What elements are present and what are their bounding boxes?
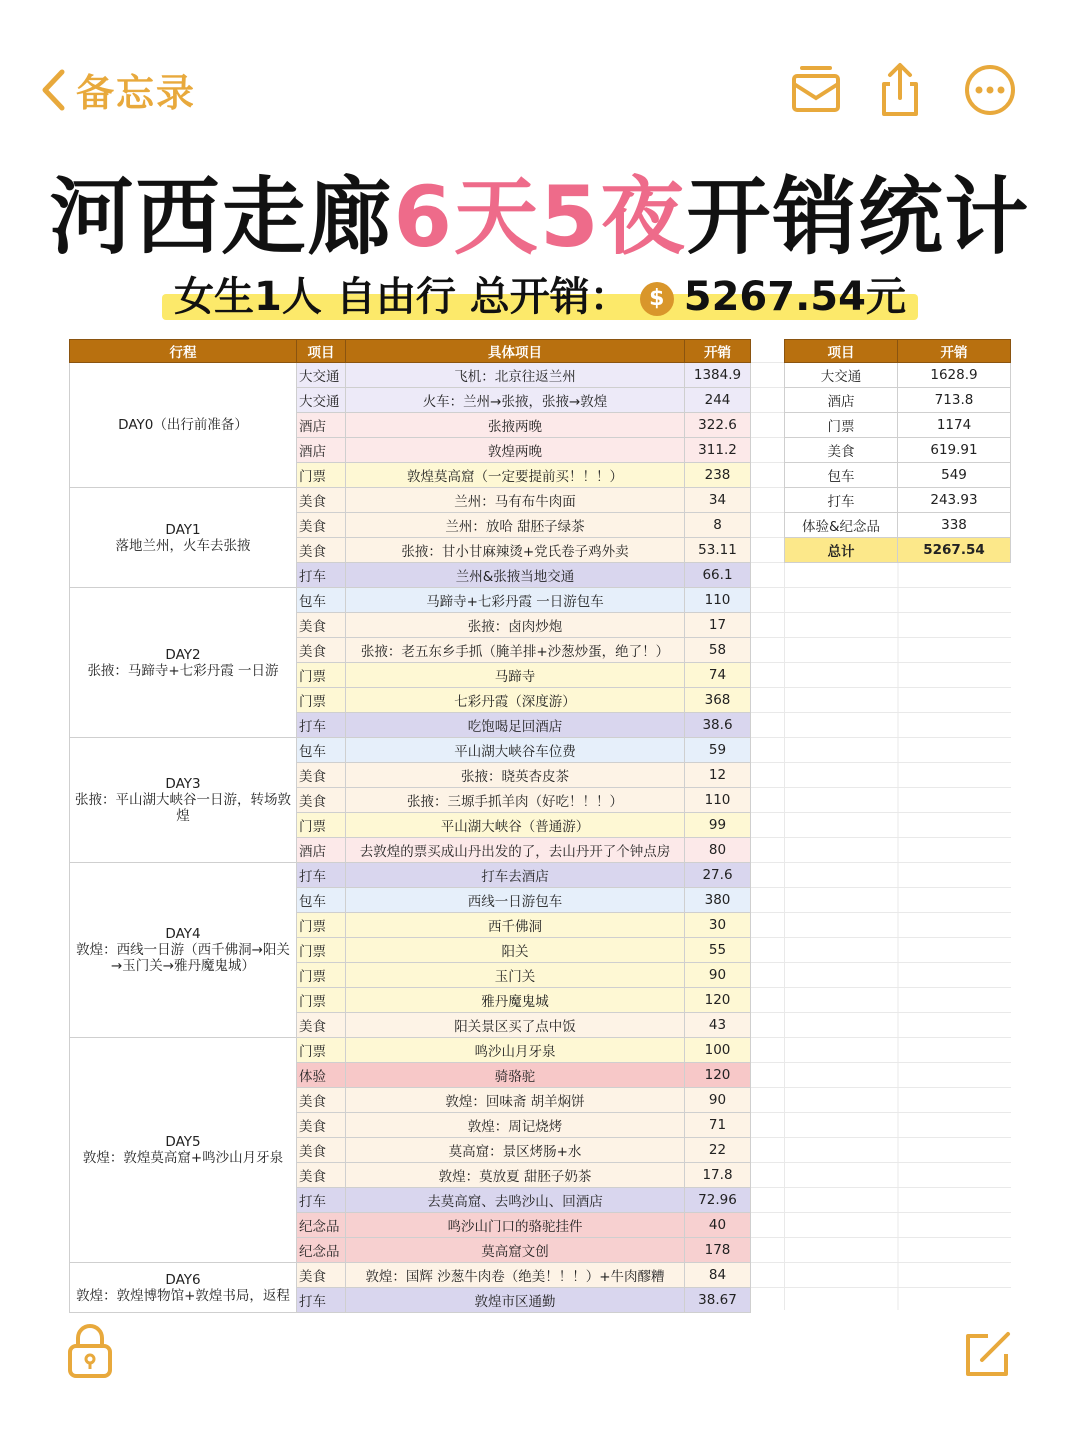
category-cell: 大交通 (297, 363, 346, 388)
back-label: 备忘录 (76, 71, 197, 115)
category-cell: 美食 (297, 1138, 346, 1163)
summary-category-cell: 大交通 (785, 363, 898, 388)
mail-icon[interactable] (788, 62, 844, 118)
cost-cell: 17 (685, 613, 751, 638)
item-cell: 马蹄寺 (346, 663, 685, 688)
item-cell: 骑骆驼 (346, 1063, 685, 1088)
page-title (0, 150, 1080, 271)
item-cell: 西线一日游包车 (346, 888, 685, 913)
subtitle-text: 女生1人 自由行 总开销： (174, 274, 630, 320)
item-cell: 火车：兰州→张掖，张掖→敦煌 (346, 388, 685, 413)
table-row (70, 488, 751, 513)
header-cost: 开销 (685, 340, 751, 363)
cost-cell: 368 (685, 688, 751, 713)
summary-category-cell: 酒店 (785, 388, 898, 413)
summary-cost-cell: 243.93 (898, 488, 1011, 513)
summary-row (785, 388, 1011, 413)
category-cell: 纪念品 (297, 1238, 346, 1263)
category-cell: 门票 (297, 688, 346, 713)
summary-cost-cell: 1628.9 (898, 363, 1011, 388)
item-cell: 张掖：三塬手抓羊肉（好吃！！！） (346, 788, 685, 813)
summary-row (785, 438, 1011, 463)
cost-cell: 178 (685, 1238, 751, 1263)
trip-line: DAY5 (165, 1134, 201, 1150)
summary-category-cell: 体验&纪念品 (785, 513, 898, 538)
item-cell: 敦煌：莫放夏 甜胚子奶茶 (346, 1163, 685, 1188)
cost-cell: 34 (685, 488, 751, 513)
item-cell: 敦煌市区通勤 (346, 1288, 685, 1313)
cost-cell: 53.11 (685, 538, 751, 563)
cost-cell: 55 (685, 938, 751, 963)
table-row (70, 588, 751, 613)
item-cell: 平山湖大峡谷车位费 (346, 738, 685, 763)
summary-cost-cell: 338 (898, 513, 1011, 538)
compose-icon[interactable] (962, 1330, 1012, 1380)
trip-line: 敦煌：敦煌莫高窟+鸣沙山月牙泉 (82, 1150, 284, 1166)
more-icon[interactable] (962, 62, 1018, 118)
category-cell: 门票 (297, 1038, 346, 1063)
item-cell: 去莫高窟、去鸣沙山、回酒店 (346, 1188, 685, 1213)
item-cell: 张掖：卤肉炒炮 (346, 613, 685, 638)
cost-cell: 43 (685, 1013, 751, 1038)
category-cell: 美食 (297, 1088, 346, 1113)
item-cell: 莫高窟文创 (346, 1238, 685, 1263)
category-cell: 打车 (297, 863, 346, 888)
summary-total-cost: 5267.54 (898, 538, 1011, 563)
cost-cell: 30 (685, 913, 751, 938)
cost-cell: 238 (685, 463, 751, 488)
category-cell: 美食 (297, 763, 346, 788)
cost-cell: 27.6 (685, 863, 751, 888)
cost-cell: 74 (685, 663, 751, 688)
item-cell: 马蹄寺+七彩丹霞 一日游包车 (346, 588, 685, 613)
expense-table-header (70, 340, 751, 363)
item-cell: 阳关景区买了点中饭 (346, 1013, 685, 1038)
header-category: 项目 (297, 340, 346, 363)
category-cell: 打车 (297, 713, 346, 738)
item-cell: 七彩丹霞（深度游） (346, 688, 685, 713)
item-cell: 兰州：放哈 甜胚子绿茶 (346, 513, 685, 538)
category-cell: 门票 (297, 813, 346, 838)
item-cell: 敦煌：周记烧烤 (346, 1113, 685, 1138)
summary-row (785, 488, 1011, 513)
category-cell: 美食 (297, 1013, 346, 1038)
header-item: 具体项目 (346, 340, 685, 363)
cost-cell: 80 (685, 838, 751, 863)
item-cell: 阳关 (346, 938, 685, 963)
summary-category-cell: 美食 (785, 438, 898, 463)
category-cell: 美食 (297, 538, 346, 563)
cost-cell: 38.67 (685, 1288, 751, 1313)
summary-category-cell: 包车 (785, 463, 898, 488)
summary-cost-cell: 549 (898, 463, 1011, 488)
summary-header-category: 项目 (785, 340, 898, 363)
cost-cell: 17.8 (685, 1163, 751, 1188)
table-row (70, 1038, 751, 1063)
cost-cell: 110 (685, 788, 751, 813)
category-cell: 美食 (297, 638, 346, 663)
sheet-gridlines-right (784, 562, 1011, 1310)
item-cell: 张掖两晚 (346, 413, 685, 438)
cost-cell: 100 (685, 1038, 751, 1063)
cost-cell: 90 (685, 1088, 751, 1113)
category-cell: 门票 (297, 913, 346, 938)
cost-cell: 12 (685, 763, 751, 788)
category-cell: 门票 (297, 938, 346, 963)
cost-cell: 120 (685, 988, 751, 1013)
cost-cell: 84 (685, 1263, 751, 1288)
category-cell: 美食 (297, 488, 346, 513)
summary-header-cost: 开销 (898, 340, 1011, 363)
category-cell: 包车 (297, 588, 346, 613)
item-cell: 兰州：马有布牛肉面 (346, 488, 685, 513)
expense-table (69, 339, 751, 1313)
item-cell: 飞机：北京往返兰州 (346, 363, 685, 388)
share-icon[interactable] (872, 62, 928, 118)
trip-cell (70, 363, 297, 488)
item-cell: 莫高窟：景区烤肠+水 (346, 1138, 685, 1163)
trip-line: 敦煌：敦煌博物馆+敦煌书局，返程 (76, 1287, 290, 1304)
item-cell: 平山湖大峡谷（普通游） (346, 813, 685, 838)
cost-cell: 380 (685, 888, 751, 913)
cost-cell: 72.96 (685, 1188, 751, 1213)
category-cell: 门票 (297, 988, 346, 1013)
item-cell: 张掖：甘小甘麻辣烫+党氏卷子鸡外卖 (346, 538, 685, 563)
summary-category-cell: 门票 (785, 413, 898, 438)
category-cell: 美食 (297, 788, 346, 813)
category-cell: 美食 (297, 613, 346, 638)
item-cell: 敦煌：国辉 沙葱牛肉卷（绝美！！！）+牛肉醪糟 (346, 1263, 685, 1288)
category-cell: 包车 (297, 888, 346, 913)
summary-total-label: 总计 (785, 538, 898, 563)
cost-cell: 22 (685, 1138, 751, 1163)
trip-cell (70, 488, 297, 588)
item-cell: 去敦煌的票买成山丹出发的了，去山丹开了个钟点房 (346, 838, 685, 863)
item-cell: 敦煌莫高窟（一定要提前买！！！） (346, 463, 685, 488)
item-cell: 张掖：晓英杏皮茶 (346, 763, 685, 788)
trip-cell (70, 588, 297, 738)
cost-cell: 244 (685, 388, 751, 413)
trip-line: 张掖：平山湖大峡谷一日游，转场敦煌 (75, 792, 291, 824)
trip-line: 张掖：马蹄寺+七彩丹霞 一日游 (87, 662, 279, 679)
item-cell: 张掖：老五东乡手抓（腌羊排+沙葱炒蛋，绝了！） (346, 638, 685, 663)
category-cell: 美食 (297, 1113, 346, 1138)
summary-row (785, 513, 1011, 538)
trip-cell (70, 1038, 297, 1263)
trip-cell (70, 1263, 297, 1313)
trip-line: DAY2 (165, 646, 201, 663)
category-cell: 大交通 (297, 388, 346, 413)
cost-cell: 99 (685, 813, 751, 838)
summary-cost-cell: 619.91 (898, 438, 1011, 463)
cost-cell: 59 (685, 738, 751, 763)
category-cell: 门票 (297, 663, 346, 688)
table-row (70, 363, 751, 388)
table-row (70, 863, 751, 888)
category-cell: 体验 (297, 1063, 346, 1088)
trip-line: DAY1 (165, 521, 201, 538)
item-cell: 鸣沙山月牙泉 (346, 1038, 685, 1063)
summary-total-row (785, 538, 1011, 563)
trip-cell (70, 738, 297, 863)
cost-cell: 110 (685, 588, 751, 613)
cost-cell: 38.6 (685, 713, 751, 738)
cost-cell: 90 (685, 963, 751, 988)
summary-row (785, 363, 1011, 388)
cost-cell: 66.1 (685, 563, 751, 588)
item-cell: 打车去酒店 (346, 863, 685, 888)
summary-category-cell: 打车 (785, 488, 898, 513)
summary-cost-cell: 713.8 (898, 388, 1011, 413)
trip-line: 敦煌：西线一日游（西千佛洞→阳关→玉门关→雅丹魔鬼城） (76, 942, 290, 974)
category-cell: 美食 (297, 1163, 346, 1188)
trip-line: DAY3 (165, 776, 201, 792)
category-cell: 酒店 (297, 838, 346, 863)
category-cell: 纪念品 (297, 1213, 346, 1238)
item-cell: 鸣沙山门口的骆驼挂件 (346, 1213, 685, 1238)
item-cell: 敦煌：回味斋 胡羊焖饼 (346, 1088, 685, 1113)
trip-line: 落地兰州，火车去张掖 (115, 537, 251, 554)
cost-cell: 311.2 (685, 438, 751, 463)
cost-cell: 40 (685, 1213, 751, 1238)
title-part-1: 河西走廊 (49, 168, 394, 266)
header-trip: 行程 (70, 340, 297, 363)
table-row (70, 1263, 751, 1288)
subtitle-amount: 5267.54元 (683, 274, 906, 320)
item-cell: 敦煌两晚 (346, 438, 685, 463)
item-cell: 西千佛洞 (346, 913, 685, 938)
cost-cell: 71 (685, 1113, 751, 1138)
back-button[interactable] (40, 62, 196, 117)
item-cell: 兰州&张掖当地交通 (346, 563, 685, 588)
category-cell: 包车 (297, 738, 346, 763)
item-cell: 吃饱喝足回酒店 (346, 713, 685, 738)
category-cell: 打车 (297, 1188, 346, 1213)
cost-cell: 322.6 (685, 413, 751, 438)
trip-line: DAY4 (165, 926, 201, 942)
category-cell: 美食 (297, 513, 346, 538)
money-bag-icon: $ (640, 282, 674, 316)
category-cell: 酒店 (297, 413, 346, 438)
summary-row (785, 413, 1011, 438)
summary-table-header (785, 340, 1011, 363)
trip-line: DAY0（出行前准备） (118, 417, 248, 433)
title-part-3: 开销统计 (686, 168, 1031, 266)
trip-line: DAY6 (165, 1271, 201, 1288)
subtitle (162, 265, 918, 322)
category-cell: 美食 (297, 1263, 346, 1288)
category-cell: 门票 (297, 463, 346, 488)
summary-cost-cell: 1174 (898, 413, 1011, 438)
cost-cell: 120 (685, 1063, 751, 1088)
lock-icon[interactable] (66, 1322, 114, 1380)
cost-cell: 8 (685, 513, 751, 538)
summary-row (785, 463, 1011, 488)
item-cell: 雅丹魔鬼城 (346, 988, 685, 1013)
top-bar (0, 0, 1080, 140)
cost-cell: 58 (685, 638, 751, 663)
category-cell: 门票 (297, 963, 346, 988)
item-cell: 玉门关 (346, 963, 685, 988)
category-cell: 打车 (297, 1288, 346, 1313)
title-part-2: 6天5夜 (393, 168, 687, 266)
trip-cell (70, 863, 297, 1038)
category-cell: 酒店 (297, 438, 346, 463)
cost-cell: 1384.9 (685, 363, 751, 388)
table-row (70, 738, 751, 763)
category-cell: 打车 (297, 563, 346, 588)
sheet-gridlines (750, 362, 784, 1310)
summary-table (784, 339, 1011, 563)
chevron-left-icon (40, 68, 66, 112)
